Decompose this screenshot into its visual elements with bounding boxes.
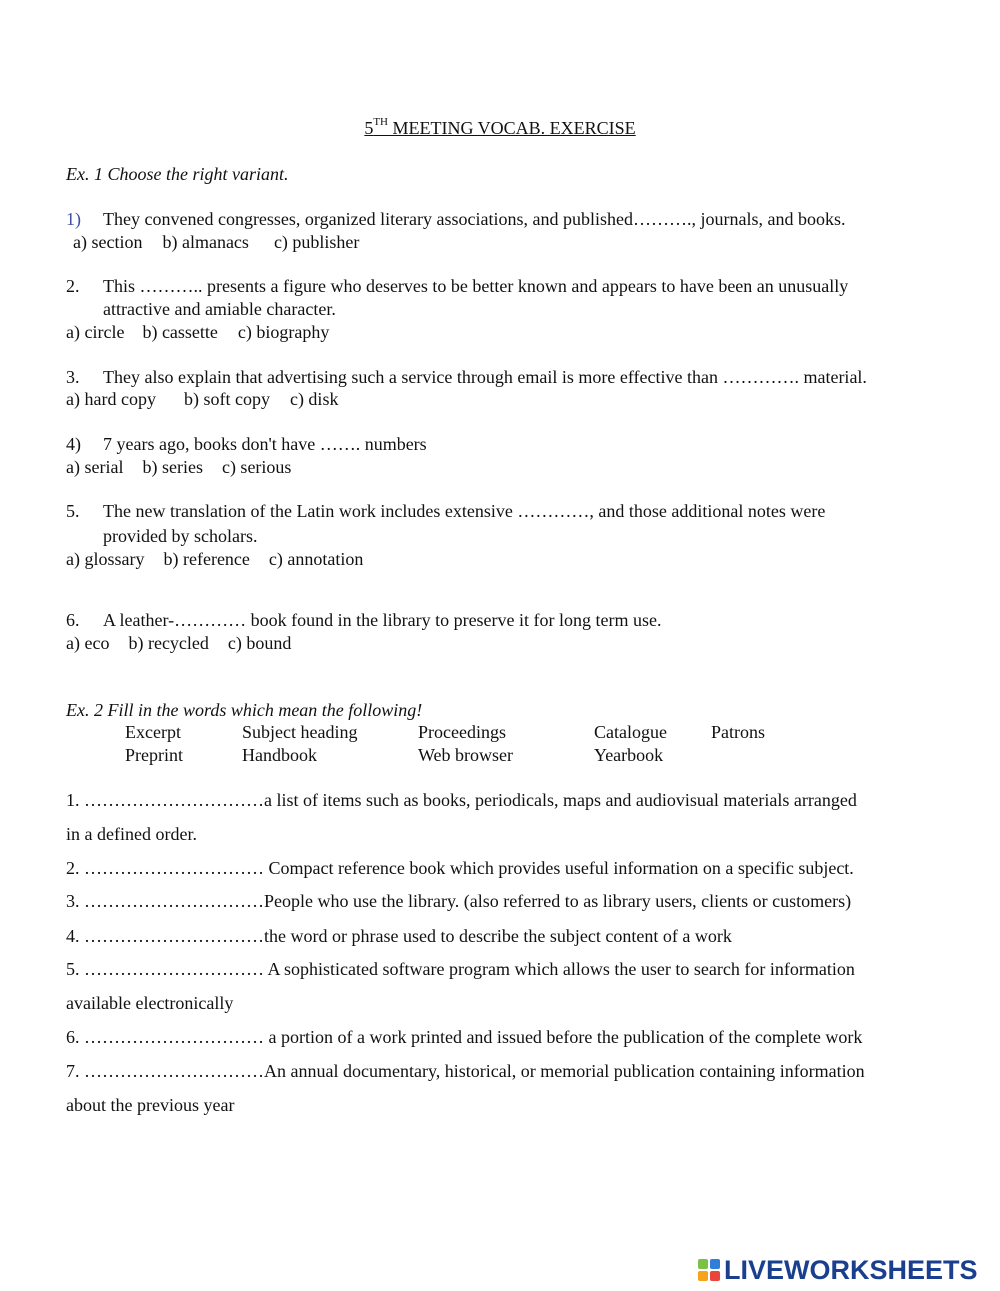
option-a[interactable]: a) hard copy <box>66 389 156 409</box>
definition-5-line-2: available electronically <box>66 993 234 1013</box>
question-3-number: 3. <box>66 367 80 387</box>
option-b[interactable]: b) reference <box>163 549 250 569</box>
logo-text: LIVEWORKSHEETS <box>724 1255 978 1285</box>
question-5-text-line-2: provided by scholars. <box>103 526 258 546</box>
option-c[interactable]: c) bound <box>227 633 292 653</box>
option-a[interactable]: a) eco <box>66 633 110 653</box>
word-bank-item: Proceedings <box>418 722 506 742</box>
word-bank-item: Yearbook <box>594 745 664 765</box>
option-a[interactable]: a) circle <box>66 322 125 342</box>
definition-5-line-1[interactable]: 5. ………………………… A sophisticated software program which allows the user to search for information <box>66 959 855 979</box>
question-4-options <box>66 456 291 478</box>
definition-3[interactable]: 3. …………………………People who use the library. (also referred to as library users, clients or customers) <box>66 891 852 911</box>
question-5-text-line-1: The new translation of the Latin work includes extensive …………, and those additional notes were <box>103 501 826 521</box>
option-b[interactable]: b) cassette <box>142 322 218 342</box>
question-5-options <box>66 548 363 570</box>
option-c[interactable]: c) publisher <box>273 232 360 252</box>
option-b[interactable]: b) series <box>142 457 203 477</box>
option-c[interactable]: c) serious <box>221 457 292 477</box>
option-a[interactable]: a) serial <box>66 457 124 477</box>
option-c[interactable]: c) annotation <box>268 549 364 569</box>
question-1-text: They convened congresses, organized literary associations, and published………., journals, and books. <box>103 209 846 229</box>
question-2-text-line-2: attractive and amiable character. <box>103 299 336 319</box>
word-bank-item: Web browser <box>418 745 514 765</box>
option-c[interactable]: c) disk <box>289 389 339 409</box>
option-a[interactable]: a) section <box>73 232 143 252</box>
question-4-text: 7 years ago, books don't have ……. numbers <box>103 434 427 454</box>
definition-6[interactable]: 6. ………………………… a portion of a work printed and issued before the publication of the complete work <box>66 1027 863 1047</box>
definition-2[interactable]: 2. ………………………… Compact reference book which provides useful information on a specific subject. <box>66 858 854 878</box>
question-2-options <box>66 321 329 343</box>
option-a[interactable]: a) glossary <box>66 549 145 569</box>
word-bank-item: Handbook <box>242 745 317 765</box>
definition-7-line-1[interactable]: 7. …………………………An annual documentary, historical, or memorial publication containing information <box>66 1061 865 1081</box>
question-1-options <box>73 231 359 253</box>
logo-tiles-icon <box>698 1259 720 1281</box>
question-2-text-line-1: This ……….. presents a figure who deserves to be better known and appears to have been an unusually <box>103 276 849 296</box>
question-1-number: 1) <box>66 209 81 229</box>
definition-1-line-2: in a defined order. <box>66 824 197 844</box>
word-bank-item: Catalogue <box>594 722 667 742</box>
question-3-text: They also explain that advertising such a service through email is more effective than …………. material. <box>103 367 867 387</box>
option-c[interactable]: c) biography <box>237 322 330 342</box>
option-b[interactable]: b) recycled <box>128 633 209 653</box>
question-3-options <box>66 388 338 410</box>
word-bank-item: Preprint <box>125 745 183 765</box>
word-bank-item: Subject heading <box>242 722 358 742</box>
definition-4[interactable]: 4. …………………………the word or phrase used to describe the subject content of a work <box>66 926 732 946</box>
question-6-text: A leather-………… book found in the library to preserve it for long term use. <box>103 610 662 630</box>
word-bank-item: Excerpt <box>125 722 181 742</box>
exercise-1-heading: Ex. 1 Choose the right variant. <box>66 164 289 184</box>
exercise-2-heading: Ex. 2 Fill in the words which mean the following! <box>66 700 423 720</box>
option-b[interactable]: b) soft copy <box>183 389 270 409</box>
page-title: 5TH MEETING VOCAB. EXERCISE <box>364 116 636 138</box>
question-5-number: 5. <box>66 501 80 521</box>
question-4-number: 4) <box>66 434 81 454</box>
question-2-number: 2. <box>66 276 80 296</box>
word-bank-item: Patrons <box>711 722 765 742</box>
definition-1-line-1[interactable]: 1. …………………………a list of items such as books, periodicals, maps and audiovisual materials arranged <box>66 790 857 810</box>
question-6-number: 6. <box>66 610 80 630</box>
option-b[interactable]: b) almanacs <box>162 232 249 252</box>
liveworksheets-logo <box>698 1255 978 1285</box>
question-6-options <box>66 632 291 654</box>
definition-7-line-2: about the previous year <box>66 1095 235 1115</box>
